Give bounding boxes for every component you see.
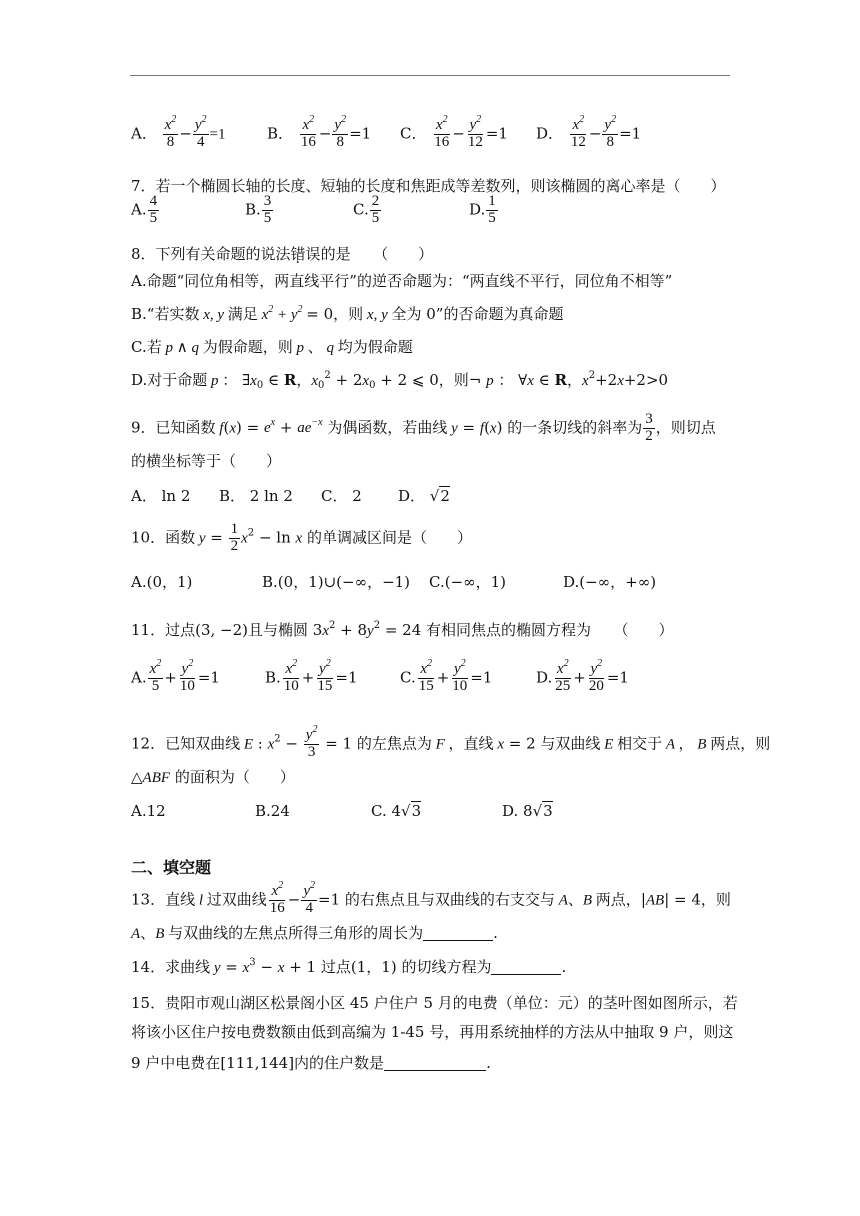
q14-stem: 14．求曲线 $y = x^3 - x + 1$ 过点(1，1) 的切线方程为 . <box>131 957 567 976</box>
q7-option-a: A. $\frac{4}{5}$ <box>131 193 158 226</box>
q8-option-b: B.“若实数 x, y 满足 $x^2 + y^2 = 0$，则 x, y 全为 0”的否命题为真命题 <box>131 304 564 323</box>
q9-line2: 的横坐标等于（ ） <box>131 452 282 470</box>
q13-line2: A、B 与双曲线的左焦点所得三角形的周长为 . <box>131 924 498 942</box>
q15-answer-blank[interactable] <box>384 1056 486 1071</box>
q6-option-b: B． $\frac{x^2}{16}$ − $\frac{y^2}{8}$ =1 <box>267 114 372 150</box>
q10-option-c: C.(−∞，1) <box>429 573 507 591</box>
q9-option-b: B． 2 ln 2 <box>219 487 293 505</box>
q7-option-b: B. $\frac{3}{5}$ <box>245 193 272 226</box>
q12-line2: △ABF 的面积为（ ） <box>131 768 295 786</box>
header-rule <box>130 75 730 76</box>
q15-line3: 9 户中电费在[111,144]内的住户数是 . <box>131 1054 491 1072</box>
q12-option-a: A.12 <box>131 802 166 820</box>
q10-option-b: B.(0，1)∪(−∞，−1) <box>262 573 411 591</box>
q9-option-d: D． √2 <box>398 487 450 505</box>
q10-option-d: D.(−∞，+∞) <box>563 573 657 591</box>
q7-option-d: D. $\frac{1}{5}$ <box>469 193 496 226</box>
q13-line1: 13．直线 l 过双曲线 $\frac{x^2}{16}$ − $\frac{y^2}{4}$ =1 的右焦点且与双曲线的右支交与 A、B 两点，|AB| = 4，则 <box>131 880 731 916</box>
q11-option-b: B. $\frac{x^2}{10}$ + $\frac{y^2}{15}$ =1 <box>265 658 358 694</box>
q8-option-a: A.命题“同位角相等，两直线平行”的逆否命题为：“两直线不平行，同位角不相等” <box>131 272 673 290</box>
q12-option-b: B.24 <box>255 802 290 820</box>
q8-stem: 8．下列有关命题的说法错误的是 （ ） <box>131 245 434 263</box>
q11-option-c: C. $\frac{x^2}{15}$ + $\frac{y^2}{10}$ =1 <box>400 658 493 694</box>
q9-option-a: A． ln 2 <box>131 487 191 505</box>
q12-line1: 12．已知双曲线 E : $x^2$ − $\frac{y^2}{3}$ = 1 的左焦点为 F ，直线 x = 2 与双曲线 E 相交于 A ， B 两点，则 <box>131 724 771 760</box>
q12-option-d: D. 8√3 <box>502 802 553 820</box>
q7-stem: 7．若一个椭圆长轴的长度、短轴的长度和焦距成等差数列，则该椭圆的离心率是（ ） <box>131 177 726 195</box>
q9-option-c: C． 2 <box>321 487 362 505</box>
q6-option-c: C． $\frac{x^2}{16}$ − $\frac{y^2}{12}$ =1 <box>400 114 508 150</box>
q12-option-c: C. 4√3 <box>371 802 422 820</box>
q6-option-d: D． $\frac{x^2}{12}$ − $\frac{y^2}{8}$ =1 <box>536 114 642 150</box>
q8-option-d: D.对于命题 p ： $\exists x_0$ ∈ R，$x_0^2 + 2x_0 + 2$ ⩽ 0，则¬ p ： ∀x ∈ R，$x^2+2x+2>0$ <box>131 370 669 391</box>
q10-option-a: A.(0，1) <box>131 573 193 591</box>
q10-stem: 10．函数 y = $\frac{1}{2}$ $x^2 - \ln x$ 的单调减区间是（ ） <box>131 521 472 554</box>
section-heading: 二、填空题 <box>131 858 212 877</box>
q13-answer-blank[interactable] <box>423 926 493 941</box>
q15-line2: 将该小区住户按电费数额由低到高编为 1-45 号，再用系统抽样的方法从中抽取 9 户，则这 <box>131 1023 734 1041</box>
q11-option-d: D. $\frac{x^2}{25}$ + $\frac{y^2}{20}$ =1 <box>536 658 629 694</box>
q7-option-c: C. $\frac{2}{5}$ <box>353 193 380 226</box>
q14-answer-blank[interactable] <box>491 960 561 975</box>
q11-option-a: A. $\frac{x^2}{5}$ + $\frac{y^2}{10}$ =1 <box>131 658 220 694</box>
q8-option-c: C.若 p ∧ q 为假命题，则 p 、 q 均为假命题 <box>131 338 413 356</box>
q9-line1: 9．已知函数 $f(x) = e^x + ae^{-x}$ 为偶函数，若曲线 y = f(x) 的一条切线的斜率为 $\frac{3}{2}$ ，则切点 <box>131 411 716 444</box>
q6-option-a: A． $\frac{x^2}{8}$ − $\frac{y^2}{4}$ =1 <box>131 114 226 150</box>
q15-line1: 15．贵阳市观山湖区松景阁小区 45 户住户 5 月的电费（单位：元）的茎叶图如图所示，若 <box>131 994 738 1012</box>
q11-stem: 11．过点(3, −2)且与椭圆 $3x^2 + 8y^2 = 24$ 有相同焦点的椭圆方程为 （ ） <box>131 620 674 639</box>
